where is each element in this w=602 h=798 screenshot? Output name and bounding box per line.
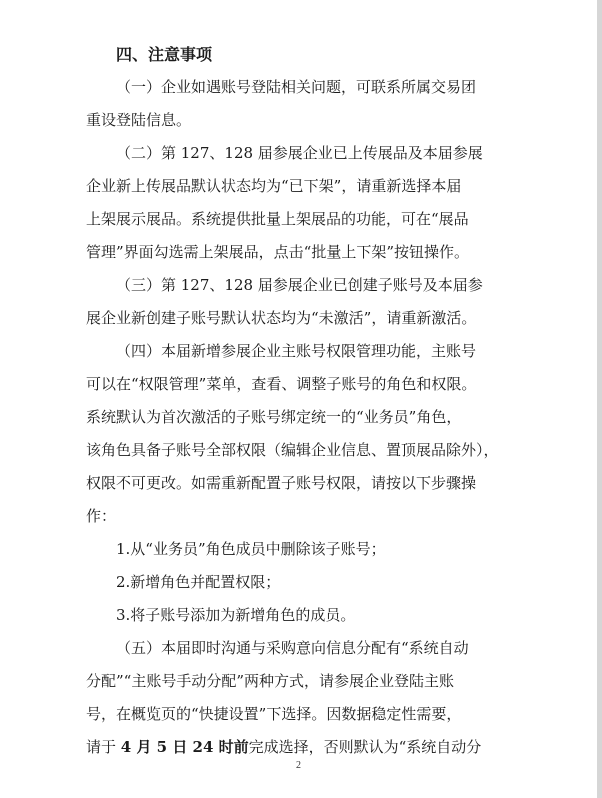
deadline-emphasis: 4 月 5 日 24 时前 <box>120 738 249 756</box>
paragraph-line: 分配”“主账号手动分配”两种方式，请参展企业登陆主账 <box>86 672 455 690</box>
paragraph-line: 重设登陆信息。 <box>86 111 192 129</box>
paragraph-line: 展企业新创建子账号默认状态均为“未激活”，请重新激活。 <box>86 309 477 327</box>
paragraph-line: （三）第 127、128 届参展企业已创建子账号及本届参 <box>116 276 483 294</box>
step-item: 3.将子账号添加为新增角色的成员。 <box>116 606 356 624</box>
paragraph-line: 可以在“权限管理”菜单，查看、调整子账号的角色和权限。 <box>86 375 477 393</box>
text-run: 完成选择，否则默认为“系统自动分 <box>248 738 482 756</box>
page-edge <box>597 0 602 798</box>
paragraph-line: 管理”界面勾选需上架展品，点击“批量上下架”按钮操作。 <box>86 243 470 261</box>
paragraph-line: 该角色具备子账号全部权限（编辑企业信息、置顶展品除外）， <box>86 441 499 459</box>
page-number: 2 <box>296 760 301 771</box>
text-run: 请于 <box>86 738 121 756</box>
step-item: 2.新增角色并配置权限； <box>116 573 281 591</box>
paragraph-line: 权限不可更改。如需重新配置子账号权限，请按以下步骤操 <box>86 474 477 492</box>
section-heading: 四、注意事项 <box>116 45 213 64</box>
paragraph-line: 作： <box>86 507 117 525</box>
paragraph-line: 上架展示展品。系统提供批量上架展品的功能，可在“展品 <box>86 210 469 228</box>
step-item: 1.从“业务员”角色成员中删除该子账号； <box>116 540 386 558</box>
paragraph-line: （一）企业如遇账号登陆相关问题，可联系所属交易团 <box>116 78 477 96</box>
document-body <box>86 38 516 764</box>
paragraph-line: （五）本届即时沟通与采购意向信息分配有“系统自动 <box>116 639 469 657</box>
paragraph-line: 企业新上传展品默认状态均为“已下架”，请重新选择本届 <box>86 177 462 195</box>
paragraph-line: 系统默认为首次激活的子账号绑定统一的“业务员”角色， <box>86 408 462 426</box>
paragraph-line: （四）本届新增参展企业主账号权限管理功能，主账号 <box>116 342 477 360</box>
paragraph-line: 号，在概览页的“快捷设置”下选择。因数据稳定性需要， <box>86 705 462 723</box>
paragraph-line: （二）第 127、128 届参展企业已上传展品及本届参展 <box>116 144 483 162</box>
